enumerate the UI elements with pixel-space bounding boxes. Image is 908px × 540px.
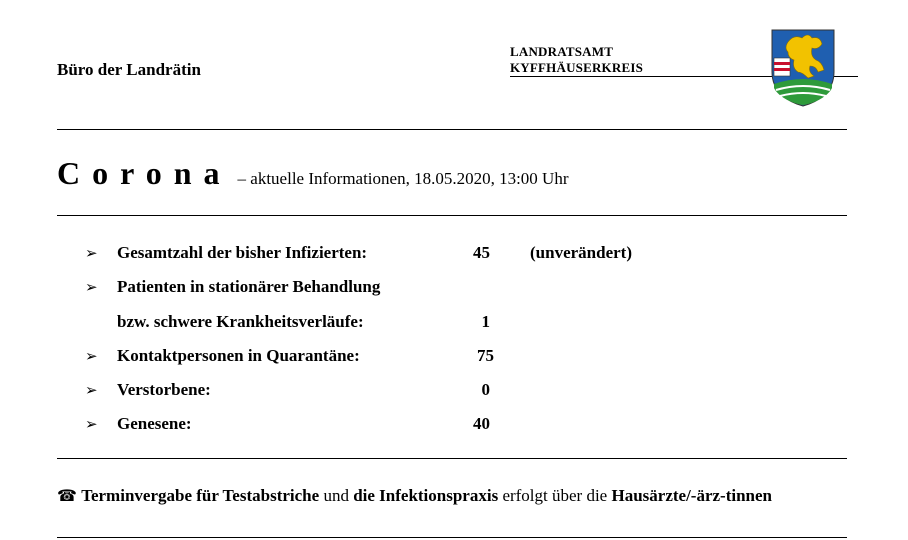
- stat-deceased-label: Verstorbene:: [117, 380, 211, 399]
- title-row: [57, 155, 569, 192]
- divider-stats: [57, 458, 847, 459]
- divider-top: [57, 129, 847, 130]
- stat-contacts: [85, 346, 360, 366]
- arrow-bullet-icon: ➢: [85, 415, 98, 433]
- note-part-5: Hausärzte/-ärz-tinnen: [611, 486, 773, 505]
- authority-name: [510, 44, 643, 76]
- office-name: Büro der Landrätin: [57, 60, 201, 79]
- arrow-bullet-icon: ➢: [85, 381, 98, 399]
- divider-title: [57, 215, 847, 216]
- divider-bottom: [57, 537, 847, 538]
- phone-icon: ☎: [57, 486, 77, 505]
- stat-total-value: 45: [473, 243, 490, 262]
- note-part-3: die Infektionspraxis: [353, 486, 499, 505]
- stat-total: [85, 243, 367, 263]
- arrow-bullet-icon: ➢: [85, 244, 98, 262]
- stat-contacts-value: 75: [477, 346, 494, 365]
- arrow-bullet-icon: ➢: [85, 347, 98, 365]
- stat-recovered: [85, 414, 192, 434]
- authority-line-2: KYFFHÄUSERKREIS: [510, 60, 644, 75]
- stat-total-note: (unverändert): [530, 243, 632, 262]
- stat-hospital-label-1: Patienten in stationärer Behandlung: [117, 277, 381, 296]
- coat-of-arms-lion-icon: [770, 28, 836, 108]
- stat-hospital-value: 1: [481, 312, 490, 331]
- page-subtitle: – aktuelle Informationen, 18.05.2020, 13:00 Uhr: [237, 169, 569, 188]
- stat-recovered-label: Genesene:: [117, 414, 192, 433]
- stat-deceased: [85, 380, 211, 400]
- stat-contacts-label: Kontaktpersonen in Quarantäne:: [117, 346, 360, 365]
- stat-hospital: [85, 277, 380, 297]
- stat-recovered-value: 40: [473, 414, 490, 433]
- stat-total-label: Gesamtzahl der bisher Infizierten:: [117, 243, 368, 262]
- arrow-bullet-icon: ➢: [85, 278, 98, 296]
- stat-hospital-label-2: bzw. schwere Krankheitsverläufe:: [117, 312, 364, 331]
- authority-line-1: LANDRATSAMT: [510, 44, 614, 59]
- note-part-4: erfolgt über die: [498, 486, 612, 505]
- appointment-note: [57, 478, 852, 513]
- note-part-1: Terminvergabe für Testabstriche: [81, 486, 320, 505]
- page-title: Corona: [57, 155, 232, 191]
- note-part-2: und: [319, 486, 354, 505]
- stat-deceased-value: 0: [481, 380, 490, 399]
